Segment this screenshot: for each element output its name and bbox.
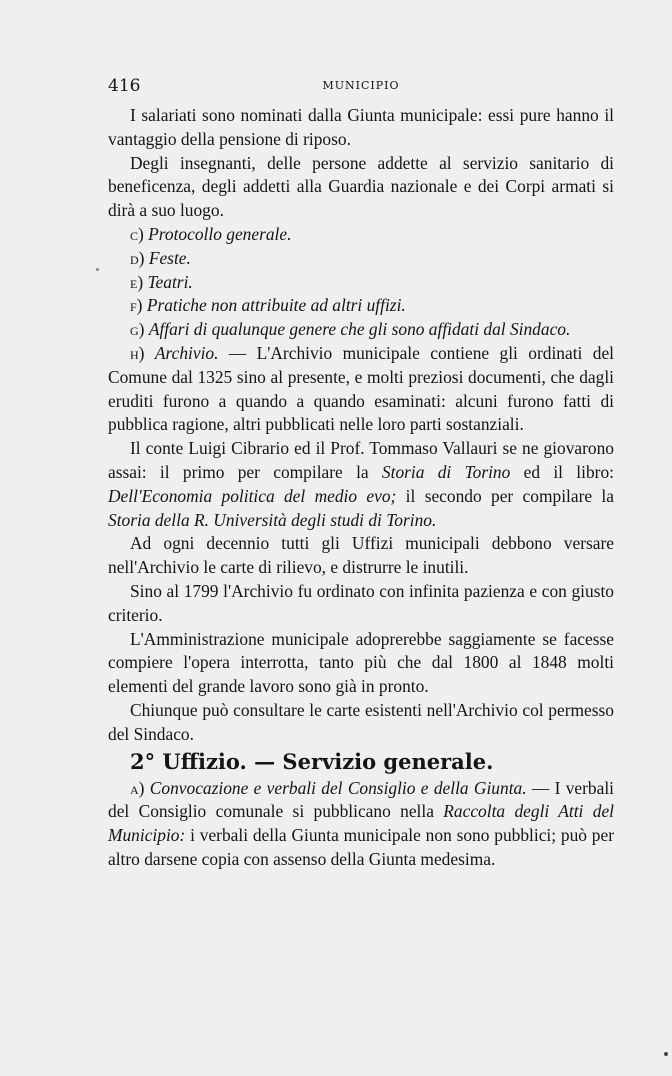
item-text: Protocollo generale. <box>148 223 292 244</box>
paper-speck <box>96 268 99 271</box>
item-text: Affari di qualunque genere che gli sono affidati dal Sindaco. <box>148 319 571 340</box>
book-title: Storia della R. Università degli studi di Torino. <box>108 509 437 530</box>
item-letter: g) <box>130 319 145 340</box>
paper-speck <box>664 1052 668 1056</box>
item-text: Pratiche non attribuite ad altri uffizi. <box>146 295 406 316</box>
item-letter: d) <box>130 247 145 268</box>
list-item <box>108 318 614 342</box>
list-item <box>108 223 614 247</box>
item-title: Archivio. <box>154 342 219 363</box>
item-letter: e) <box>130 271 144 292</box>
list-item <box>108 294 614 318</box>
item-text: i verbali della Giunta municipale non sono pubblici; può per altro darsene copia con assenso della Giunta medesima. <box>108 825 614 869</box>
list-item <box>108 777 614 872</box>
list-item <box>108 271 614 295</box>
paragraph: Chiunque può consultare le carte esistenti nell'Archivio col permesso del Sindaco. <box>108 699 614 744</box>
item-letter: c) <box>130 223 144 244</box>
item-text: — I verbali del Consiglio comunale si pubblicano nella <box>108 777 614 822</box>
item-text: Feste. <box>148 247 191 268</box>
paragraph <box>108 437 614 532</box>
running-title: MUNICIPIO <box>322 79 400 92</box>
book-title: Storia di Torino <box>381 461 511 482</box>
item-letter: f) <box>130 295 143 316</box>
paragraph: Degli insegnanti, delle persone addette al servizio sanitario di beneficenza, degli addetti alla Guardia nazionale e dei Corpi armati si dirà a suo luogo. <box>108 152 614 221</box>
item-letter: h) <box>130 342 145 363</box>
list-item <box>108 247 614 271</box>
page-header <box>108 76 614 100</box>
item-letter: a) <box>130 777 145 798</box>
paragraph: Ad ogni decennio tutti gli Uffizi municipali debbono versare nell'Archivio le carte di rilievo, e distrurre le inutili. <box>108 533 614 578</box>
text-run: il secondo per compilare la <box>396 485 614 506</box>
item-text: — L'Archivio municipale contiene gli ordinati del Comune dal 1325 sino al presente, e molti preziosi documenti, che dagli eruditi furono a quando a quando esaminati: alcuni furono fatti di pubblica ragione, altri pubblicati nelle loro parti sostanziali. <box>108 342 614 435</box>
text-run: Il conte Luigi Cibrario ed il Prof. Tommaso Vallauri se ne giovarono assai: il primo per compilare la <box>108 438 614 482</box>
page-number: 416 <box>108 76 141 96</box>
paragraph: L'Amministrazione municipale adoprerebbe saggiamente se facesse compiere l'opera interrotta, tanto più che dal 1800 al 1848 molti elementi del grande lavoro sono già in pronto. <box>108 628 614 697</box>
text-run: ed il libro: <box>510 461 614 482</box>
item-text: Teatri. <box>147 271 193 292</box>
item-title: Convocazione e verbali del Consiglio e della Giunta. <box>149 777 527 798</box>
paragraph: Sino al 1799 l'Archivio fu ordinato con infinita pazienza e con giusto criterio. <box>108 580 614 625</box>
book-title: Dell'Economia politica del medio evo; <box>108 485 397 506</box>
book-title: Raccolta degli Atti del Municipio: <box>108 801 614 846</box>
list-item <box>108 342 614 437</box>
page-body <box>108 104 614 872</box>
section-heading: 2° Uffizio. — Servizio generale. <box>130 748 494 774</box>
paragraph: I salariati sono nominati dalla Giunta municipale: essi pure hanno il vantaggio della pensione di riposo. <box>108 105 614 149</box>
